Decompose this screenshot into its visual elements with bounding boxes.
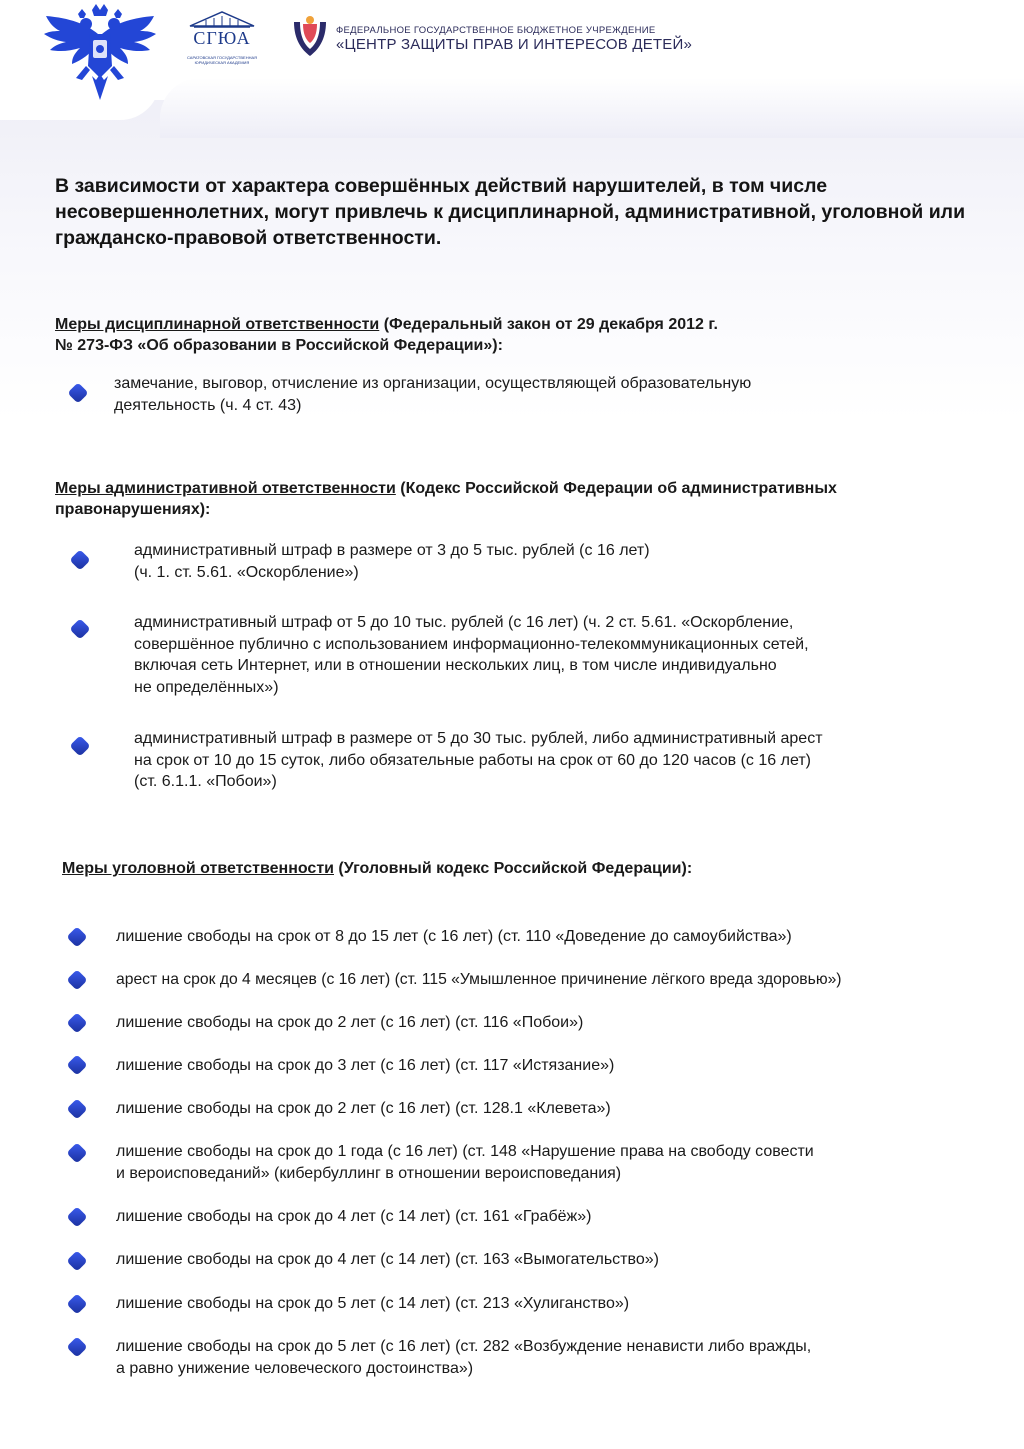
bullet-icon	[65, 1249, 89, 1273]
list-item: административный штраф в размере от 5 до 30 тыс. рублей, либо административный арест на срок от 10 до 15 суток, либо обязательные работы на срок от 60 до 120 часов (с 16 лет) (ст. 6.1.1. «Побои»)	[134, 730, 823, 790]
administrative-heading	[55, 478, 995, 520]
list-item: административный штраф от 5 до 10 тыс. рублей (с 16 лет) (ч. 2 ст. 5.61. «Оскорбление, совершённое публично с использованием информационно-телекоммуникационных сетей, включая сеть Интернет, или в отношении нескольких лиц, в том числе индивидуально не определённых»)	[134, 614, 809, 696]
criminal-heading	[62, 858, 1002, 879]
bullet-icon	[65, 968, 89, 992]
intro-text: В зависимости от характера совершённых действий нарушителей, в том числе несовершеннолетних, могут привлечь к дисциплинарной, административной, уголовной или гражданско-правовой ответственности.	[55, 175, 966, 249]
org-line2: «ЦЕНТР ЗАЩИТЫ ПРАВ И ИНТЕРЕСОВ ДЕТЕЙ»	[336, 36, 693, 53]
bullet-icon	[68, 617, 92, 641]
list-item: лишение свободы на срок до 4 лет (с 14 лет) (ст. 163 «Вымогательство»)	[116, 1251, 659, 1268]
center-logo-icon	[290, 14, 330, 58]
bullet-icon	[65, 1011, 89, 1035]
disciplinary-heading-rest-1: (Федеральный закон от 29 декабря 2012 г.	[379, 316, 718, 333]
bullet-icon	[68, 734, 92, 758]
sgua-logo-text: СГЮА	[193, 28, 251, 48]
list-item: лишение свободы на срок до 5 лет (с 16 лет) (ст. 282 «Возбуждение ненависти либо вражды, а равно унижение человеческого достоинства»)	[116, 1338, 812, 1377]
bullet-icon	[65, 1335, 89, 1359]
disciplinary-heading	[55, 314, 995, 356]
disciplinary-heading-underlined: Меры дисциплинарной ответственности	[55, 316, 380, 333]
administrative-heading-rest-1: (Кодекс Российской Федерации об административных	[395, 480, 837, 497]
building-icon	[184, 8, 260, 28]
bullet-icon	[65, 1205, 89, 1229]
criminal-heading-rest: (Уголовный кодекс Российской Федерации):	[333, 860, 693, 877]
list-item: лишение свободы на срок до 2 лет (с 16 лет) (ст. 128.1 «Клевета»)	[116, 1100, 611, 1117]
bullet-icon	[68, 548, 92, 572]
disciplinary-heading-rest-2: № 273-ФЗ «Об образовании в Российской Федерации»):	[55, 337, 503, 354]
list-item: лишение свободы на срок до 1 года (с 16 лет) (ст. 148 «Нарушение права на свободу совести и вероисповеданий» (кибербуллинг в отношении вероисповедания)	[116, 1143, 814, 1182]
bullet-icon	[65, 925, 89, 949]
header-shade	[160, 78, 1024, 138]
org-line1: ФЕДЕРАЛЬНОЕ ГОСУДАРСТВЕННОЕ БЮДЖЕТНОЕ УЧРЕЖДЕНИЕ	[336, 25, 656, 36]
list-item: арест на срок до 4 месяцев (с 16 лет) (ст. 115 «Умышленное причинение лёгкого вреда здоровью»)	[116, 971, 842, 988]
list-item: лишение свободы на срок от 8 до 15 лет (с 16 лет) (ст. 110 «Доведение до самоубийства»)	[116, 928, 792, 945]
sgua-logo-subtext: САРАТОВСКАЯ ГОСУДАРСТВЕННАЯ ЮРИДИЧЕСКАЯ АКАДЕМИЯ	[186, 55, 258, 65]
bullet-icon	[65, 1053, 89, 1077]
list-item: лишение свободы на срок до 5 лет (с 14 лет) (ст. 213 «Хулиганство»)	[116, 1295, 630, 1312]
administrative-heading-underlined: Меры административной ответственности	[55, 480, 396, 497]
criminal-heading-underlined: Меры уголовной ответственности	[62, 860, 334, 877]
list-item: замечание, выговор, отчисление из организации, осуществляющей образовательную деятельность (ч. 4 ст. 43)	[114, 375, 752, 414]
bullet-icon	[65, 1292, 89, 1316]
bullet-icon	[66, 381, 90, 405]
list-item: лишение свободы на срок до 4 лет (с 14 лет) (ст. 161 «Грабёж»)	[116, 1208, 592, 1225]
bullet-icon	[65, 1097, 89, 1121]
administrative-heading-rest-2: правонарушениях):	[55, 501, 211, 518]
eagle-emblem-icon	[40, 4, 160, 104]
list-item: административный штраф в размере от 3 до 5 тыс. рублей (с 16 лет) (ч. 1. ст. 5.61. «Оскорбление»)	[134, 542, 650, 581]
list-item: лишение свободы на срок до 2 лет (с 16 лет) (ст. 116 «Побои»)	[116, 1014, 584, 1031]
sgua-logo	[184, 8, 260, 70]
list-item: лишение свободы на срок до 3 лет (с 16 лет) (ст. 117 «Истязание»)	[116, 1057, 615, 1074]
bullet-icon	[65, 1141, 89, 1165]
